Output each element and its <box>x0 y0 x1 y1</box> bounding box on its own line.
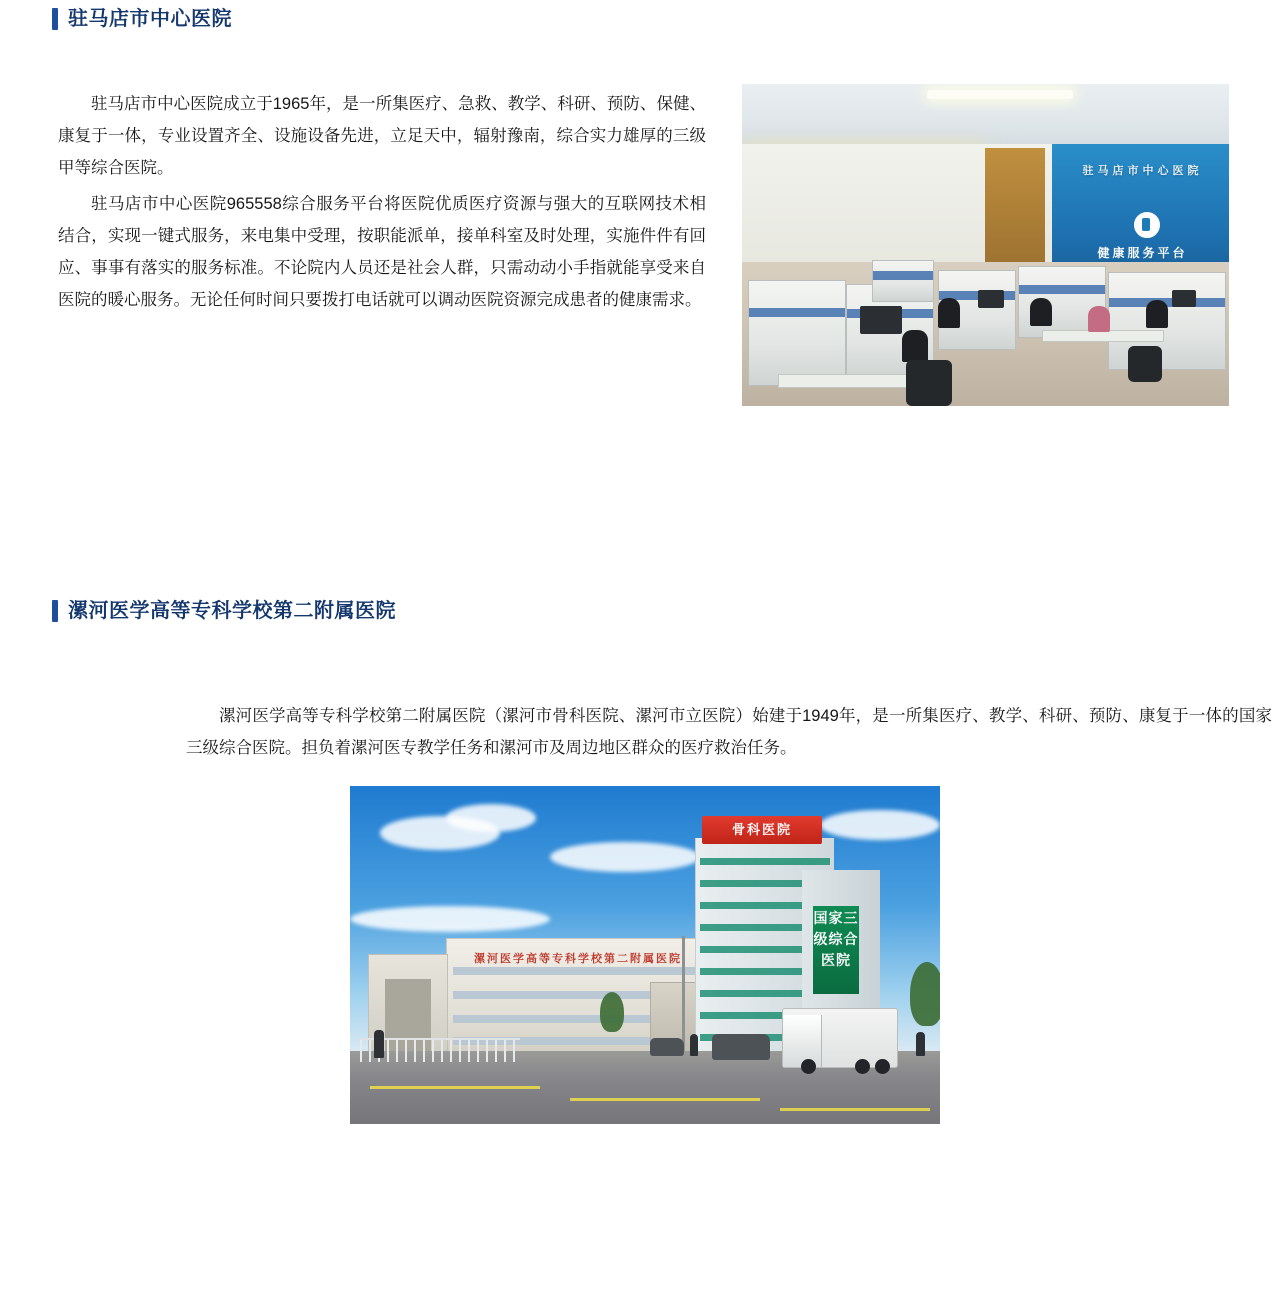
car <box>650 1038 684 1056</box>
staff-person <box>1088 306 1110 332</box>
body-text-luohe <box>186 700 1272 768</box>
body-text-zhumadian <box>58 88 706 320</box>
monitor <box>1172 290 1196 307</box>
wall-sign-text: 驻马店市中心医院 <box>1082 165 1203 177</box>
cloud <box>820 810 940 840</box>
cloud <box>350 906 550 932</box>
cubicle-partition <box>748 280 846 386</box>
pedestrian <box>690 1034 698 1056</box>
staff-person <box>938 298 960 328</box>
road-marking <box>370 1086 540 1089</box>
paragraph: 驻马店市中心医院成立于1965年，是一所集医疗、急救、教学、科研、预防、保健、康复于一体，专业设置齐全、设施设备先进，立足天中，辐射豫南，综合实力雄厚的三级甲等综合医院。 <box>58 95 706 177</box>
road-marking <box>780 1108 930 1111</box>
monitor <box>978 290 1004 308</box>
road-marking <box>570 1098 760 1101</box>
tree <box>600 992 624 1032</box>
wall-sign: 国家三级综合医院 <box>813 906 859 994</box>
office-chair <box>1128 346 1162 382</box>
rooftop-sign: 骨科医院 <box>702 816 822 844</box>
wall-sign-subtitle: 健康服务平台 <box>1097 246 1188 260</box>
section-heading-zhumadian <box>52 8 232 30</box>
light-pole <box>682 936 685 1056</box>
fence <box>360 1038 520 1062</box>
staff-person <box>1146 300 1168 328</box>
heading-accent-bar <box>52 600 58 622</box>
call-center-photo <box>742 84 1229 406</box>
hospital-exterior-photo <box>350 786 940 1124</box>
cloud <box>550 842 700 872</box>
monitor <box>860 306 902 334</box>
cubicle-partition <box>872 260 934 302</box>
paragraph: 驻马店市中心医院965558综合服务平台将医院优质医疗资源与强大的互联网技术相结合，实现一键式服务，来电集中受理，按职能派单，接单科室及时处理，实施件件有回应、事事有落实的服务标准。不论院内人员还是社会人群，只需动动小手指就能享受来自医院的暖心服务。无论任何时间只要拨打电话就可以调动医院资源完成患者的健康需求。 <box>58 195 706 309</box>
section-title: 漯河医学高等专科学校第二附属医院 <box>68 600 396 622</box>
page-title: 驻马店市中心医院 <box>68 8 232 30</box>
paragraph: 漯河医学高等专科学校第二附属医院（漯河市骨科医院、漯河市立医院）始建于1949年，是一所集医疗、教学、科研、预防、康复于一体的国家三级综合医院。担负着漯河医专教学任务和漯河市及周边地区群众的医疗救治任务。 <box>186 707 1272 757</box>
office-chair <box>906 360 952 406</box>
section-heading-luohe <box>52 600 396 622</box>
pedestrian <box>374 1030 384 1058</box>
tree <box>910 962 940 1026</box>
car <box>712 1034 770 1060</box>
heading-accent-bar <box>52 8 58 30</box>
truck <box>782 1008 898 1068</box>
cloud <box>446 804 536 832</box>
hospital-logo-icon <box>1134 212 1160 238</box>
staff-person <box>902 330 928 362</box>
wood-panel <box>985 148 1045 270</box>
building-banner-text: 漯河医学高等专科学校第二附属医院 <box>474 953 682 965</box>
staff-person <box>1030 298 1052 326</box>
pedestrian <box>916 1032 925 1056</box>
